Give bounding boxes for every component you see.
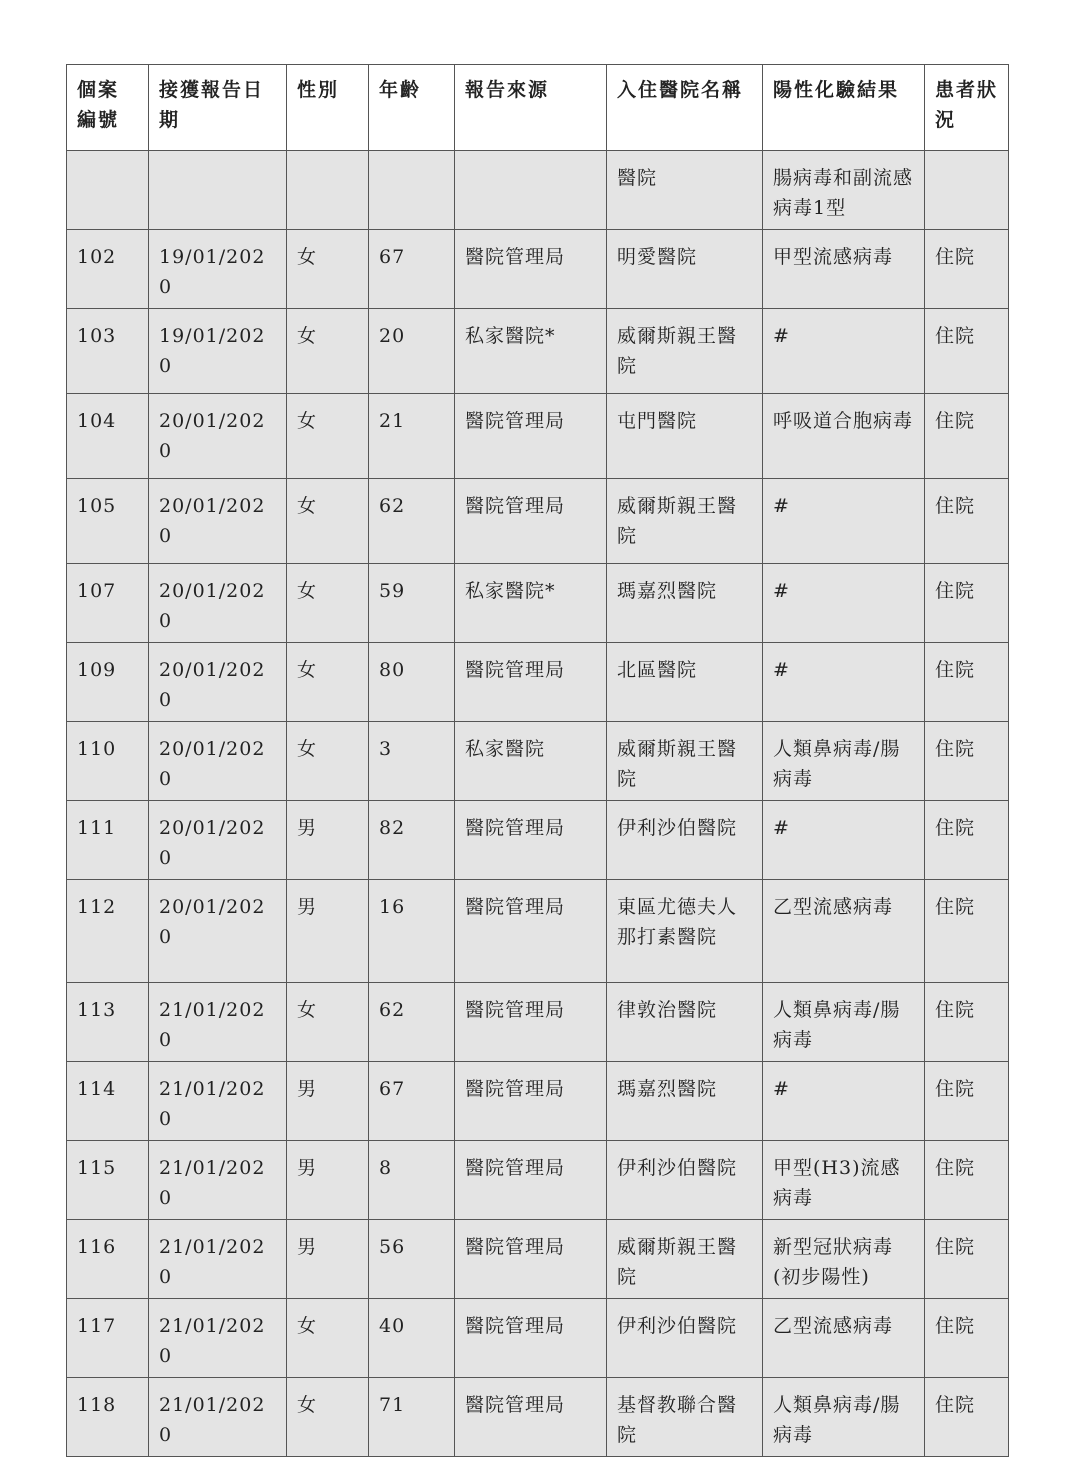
cell-age: 40 — [369, 1299, 455, 1378]
cell-case-no: 111 — [67, 801, 149, 880]
cell-age: 59 — [369, 564, 455, 643]
cell-report-source — [455, 151, 607, 230]
cell-hospital: 威爾斯親王醫院 — [607, 309, 763, 394]
cell-positive-result: 呼吸道合胞病毒 — [763, 394, 925, 479]
header-case-no: 個案編號 — [67, 65, 149, 151]
table-row — [67, 1141, 1009, 1220]
cell-case-no: 116 — [67, 1220, 149, 1299]
cell-sex: 女 — [287, 722, 369, 801]
cell-patient-status: 住院 — [925, 643, 1009, 722]
cell-case-no: 117 — [67, 1299, 149, 1378]
header-age: 年齡 — [369, 65, 455, 151]
cell-case-no: 105 — [67, 479, 149, 564]
case-table — [66, 64, 1009, 1457]
cell-hospital: 威爾斯親王醫院 — [607, 1220, 763, 1299]
cell-age: 80 — [369, 643, 455, 722]
header-hospital: 入住醫院名稱 — [607, 65, 763, 151]
cell-hospital: 伊利沙伯醫院 — [607, 1299, 763, 1378]
cell-report-date: 21/01/2020 — [149, 1220, 287, 1299]
cell-report-date: 21/01/2020 — [149, 1141, 287, 1220]
cell-patient-status: 住院 — [925, 1141, 1009, 1220]
cell-case-no: 102 — [67, 230, 149, 309]
cell-patient-status: 住院 — [925, 230, 1009, 309]
cell-hospital: 律敦治醫院 — [607, 983, 763, 1062]
cell-report-date: 20/01/2020 — [149, 880, 287, 983]
cell-age: 67 — [369, 1062, 455, 1141]
cell-report-source: 醫院管理局 — [455, 1378, 607, 1457]
cell-report-date: 19/01/2020 — [149, 309, 287, 394]
cell-case-no — [67, 151, 149, 230]
cell-report-date: 20/01/2020 — [149, 479, 287, 564]
cell-report-date: 20/01/2020 — [149, 394, 287, 479]
cell-sex: 男 — [287, 1062, 369, 1141]
table-row — [67, 983, 1009, 1062]
cell-positive-result: # — [763, 479, 925, 564]
cell-positive-result: 人類鼻病毒/腸病毒 — [763, 1378, 925, 1457]
cell-sex: 女 — [287, 479, 369, 564]
cell-age: 20 — [369, 309, 455, 394]
cell-patient-status — [925, 151, 1009, 230]
cell-hospital: 伊利沙伯醫院 — [607, 1141, 763, 1220]
cell-positive-result: 甲型流感病毒 — [763, 230, 925, 309]
header-positive-result: 陽性化驗結果 — [763, 65, 925, 151]
cell-report-date: 21/01/2020 — [149, 1299, 287, 1378]
cell-hospital: 東區尤德夫人那打素醫院 — [607, 880, 763, 983]
cell-report-date: 21/01/2020 — [149, 983, 287, 1062]
cell-patient-status: 住院 — [925, 801, 1009, 880]
header-patient-status: 患者狀況 — [925, 65, 1009, 151]
table-row — [67, 801, 1009, 880]
cell-report-source: 醫院管理局 — [455, 880, 607, 983]
cell-age: 3 — [369, 722, 455, 801]
cell-age: 8 — [369, 1141, 455, 1220]
cell-age — [369, 151, 455, 230]
cell-sex: 男 — [287, 801, 369, 880]
cell-report-source: 醫院管理局 — [455, 230, 607, 309]
cell-hospital: 威爾斯親王醫院 — [607, 722, 763, 801]
cell-patient-status: 住院 — [925, 1220, 1009, 1299]
cell-patient-status: 住院 — [925, 722, 1009, 801]
cell-age: 56 — [369, 1220, 455, 1299]
cell-case-no: 115 — [67, 1141, 149, 1220]
cell-report-source: 醫院管理局 — [455, 983, 607, 1062]
cell-hospital: 伊利沙伯醫院 — [607, 801, 763, 880]
cell-age: 71 — [369, 1378, 455, 1457]
table-row — [67, 1299, 1009, 1378]
header-sex: 性別 — [287, 65, 369, 151]
cell-patient-status: 住院 — [925, 309, 1009, 394]
cell-patient-status: 住院 — [925, 479, 1009, 564]
cell-positive-result: 新型冠狀病毒(初步陽性) — [763, 1220, 925, 1299]
cell-sex: 男 — [287, 1141, 369, 1220]
cell-report-source: 醫院管理局 — [455, 1220, 607, 1299]
cell-sex: 女 — [287, 564, 369, 643]
cell-report-source: 醫院管理局 — [455, 801, 607, 880]
cell-positive-result: 甲型(H3)流感病毒 — [763, 1141, 925, 1220]
cell-age: 16 — [369, 880, 455, 983]
table-row — [67, 1220, 1009, 1299]
cell-hospital: 屯門醫院 — [607, 394, 763, 479]
cell-case-no: 107 — [67, 564, 149, 643]
cell-report-date: 20/01/2020 — [149, 643, 287, 722]
cell-sex: 女 — [287, 309, 369, 394]
cell-age: 62 — [369, 983, 455, 1062]
cell-sex: 男 — [287, 880, 369, 983]
cell-patient-status: 住院 — [925, 564, 1009, 643]
cell-positive-result: 腸病毒和副流感病毒1型 — [763, 151, 925, 230]
cell-sex: 女 — [287, 643, 369, 722]
cell-age: 67 — [369, 230, 455, 309]
cell-case-no: 104 — [67, 394, 149, 479]
cell-case-no: 112 — [67, 880, 149, 983]
cell-report-date: 20/01/2020 — [149, 564, 287, 643]
cell-sex: 女 — [287, 1378, 369, 1457]
table-row — [67, 643, 1009, 722]
cell-sex: 女 — [287, 394, 369, 479]
cell-hospital: 瑪嘉烈醫院 — [607, 1062, 763, 1141]
cell-age: 82 — [369, 801, 455, 880]
cell-sex: 女 — [287, 1299, 369, 1378]
cell-report-source: 私家醫院 — [455, 722, 607, 801]
table-row — [67, 479, 1009, 564]
cell-sex: 男 — [287, 1220, 369, 1299]
cell-report-source: 私家醫院* — [455, 564, 607, 643]
cell-sex — [287, 151, 369, 230]
cell-age: 62 — [369, 479, 455, 564]
cell-hospital: 明愛醫院 — [607, 230, 763, 309]
cell-positive-result: 人類鼻病毒/腸病毒 — [763, 722, 925, 801]
cell-positive-result: 乙型流感病毒 — [763, 1299, 925, 1378]
cell-report-source: 醫院管理局 — [455, 1141, 607, 1220]
cell-case-no: 113 — [67, 983, 149, 1062]
cell-positive-result: # — [763, 801, 925, 880]
table-body — [67, 151, 1009, 1457]
header-row — [67, 65, 1009, 151]
cell-report-date: 20/01/2020 — [149, 722, 287, 801]
cell-report-source: 私家醫院* — [455, 309, 607, 394]
cell-case-no: 109 — [67, 643, 149, 722]
cell-case-no: 118 — [67, 1378, 149, 1457]
table-row — [67, 722, 1009, 801]
cell-report-date: 20/01/2020 — [149, 801, 287, 880]
header-report-date: 接獲報告日期 — [149, 65, 287, 151]
cell-report-source: 醫院管理局 — [455, 643, 607, 722]
cell-patient-status: 住院 — [925, 983, 1009, 1062]
cell-case-no: 114 — [67, 1062, 149, 1141]
table-row — [67, 309, 1009, 394]
cell-positive-result: # — [763, 309, 925, 394]
cell-report-date — [149, 151, 287, 230]
table-row — [67, 1062, 1009, 1141]
table-row — [67, 1378, 1009, 1457]
table-row — [67, 564, 1009, 643]
table-row — [67, 880, 1009, 983]
cell-hospital: 北區醫院 — [607, 643, 763, 722]
cell-patient-status: 住院 — [925, 880, 1009, 983]
cell-sex: 女 — [287, 983, 369, 1062]
cell-case-no: 103 — [67, 309, 149, 394]
cell-report-source: 醫院管理局 — [455, 1299, 607, 1378]
cell-report-source: 醫院管理局 — [455, 394, 607, 479]
cell-case-no: 110 — [67, 722, 149, 801]
cell-report-source: 醫院管理局 — [455, 479, 607, 564]
cell-patient-status: 住院 — [925, 1378, 1009, 1457]
cell-positive-result: # — [763, 643, 925, 722]
cell-positive-result: 人類鼻病毒/腸病毒 — [763, 983, 925, 1062]
cell-positive-result: # — [763, 564, 925, 643]
cell-patient-status: 住院 — [925, 1299, 1009, 1378]
cell-age: 21 — [369, 394, 455, 479]
cell-report-source: 醫院管理局 — [455, 1062, 607, 1141]
cell-hospital: 醫院 — [607, 151, 763, 230]
table-row — [67, 394, 1009, 479]
cell-hospital: 基督教聯合醫院 — [607, 1378, 763, 1457]
cell-positive-result: # — [763, 1062, 925, 1141]
cell-report-date: 21/01/2020 — [149, 1378, 287, 1457]
cell-hospital: 瑪嘉烈醫院 — [607, 564, 763, 643]
header-report-source: 報告來源 — [455, 65, 607, 151]
cell-report-date: 21/01/2020 — [149, 1062, 287, 1141]
cell-report-date: 19/01/2020 — [149, 230, 287, 309]
table-row — [67, 230, 1009, 309]
cell-sex: 女 — [287, 230, 369, 309]
cell-patient-status: 住院 — [925, 1062, 1009, 1141]
cell-patient-status: 住院 — [925, 394, 1009, 479]
cell-positive-result: 乙型流感病毒 — [763, 880, 925, 983]
table-row — [67, 151, 1009, 230]
cell-hospital: 威爾斯親王醫院 — [607, 479, 763, 564]
